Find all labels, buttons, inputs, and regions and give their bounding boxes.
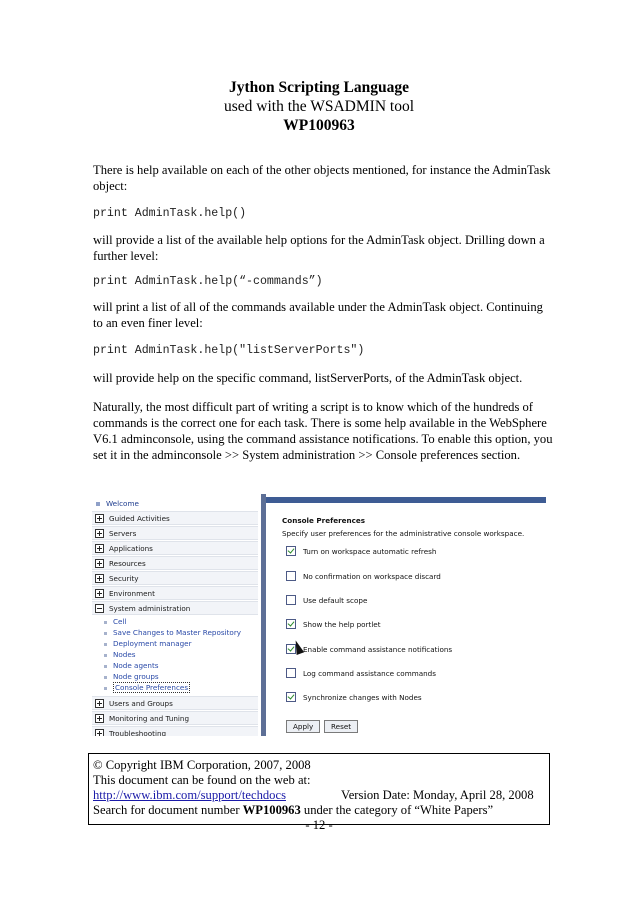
checkbox-checked-icon[interactable] (286, 546, 296, 556)
panel-title: Console Preferences (282, 516, 366, 525)
paragraph-1: There is help available on each of the other objects mentioned, for instance the AdminTask object: (93, 163, 551, 193)
document-id: WP100963 (283, 117, 355, 134)
checkbox-unchecked-icon[interactable] (286, 668, 296, 678)
expand-icon (95, 729, 104, 737)
expand-icon (95, 589, 104, 598)
nav-sub-deployment-manager[interactable]: Deployment manager (104, 639, 192, 648)
nav-sub-console-preferences[interactable]: Console Preferences (104, 683, 190, 692)
nav-item-users-and-groups[interactable]: Users and Groups (92, 696, 258, 710)
option-help-portlet[interactable]: Show the help portlet (286, 619, 381, 629)
checkbox-checked-icon[interactable] (286, 619, 296, 629)
nav-item-applications[interactable]: Applications (92, 541, 258, 555)
footer-copyright: © Copyright IBM Corporation, 2007, 2008 (93, 758, 311, 772)
option-auto-refresh[interactable]: Turn on workspace automatic refresh (286, 546, 436, 556)
paragraph-2: will provide a list of the available help options for the AdminTask object. Drilling down a further level: (93, 233, 545, 263)
bullet-icon (96, 502, 100, 506)
footer-version-date: Version Date: Monday, April 28, 2008 (341, 788, 534, 802)
code-line-3: print AdminTask.help("listServerPorts") (93, 344, 365, 357)
panel-description: Specify user preferences for the administrative console workspace. (282, 529, 525, 538)
nav-item-guided-activities[interactable]: Guided Activities (92, 511, 258, 525)
nav-welcome[interactable]: Welcome (96, 499, 139, 508)
nav-sub-cell[interactable]: Cell (104, 617, 126, 626)
techdocs-link[interactable]: http://www.ibm.com/support/techdocs (93, 788, 286, 802)
checkbox-unchecked-icon[interactable] (286, 571, 296, 581)
bullet-icon (104, 654, 107, 657)
nav-item-environment[interactable]: Environment (92, 586, 258, 600)
nav-sub-nodes[interactable]: Nodes (104, 650, 136, 659)
nav-item-resources[interactable]: Resources (92, 556, 258, 570)
document-title: Jython Scripting Language (228, 79, 409, 96)
document-subtitle: used with the WSADMIN tool (223, 98, 414, 115)
nav-item-servers[interactable]: Servers (92, 526, 258, 540)
code-line-1: print AdminTask.help() (93, 207, 247, 220)
expand-icon (95, 529, 104, 538)
bullet-icon (104, 643, 107, 646)
panel-title-bar (266, 497, 546, 503)
nav-item-monitoring[interactable]: Monitoring and Tuning (92, 711, 258, 725)
option-command-assistance[interactable]: Enable command assistance notifications (286, 644, 452, 654)
bullet-icon (104, 621, 107, 624)
console-navigation (88, 494, 258, 736)
apply-button[interactable]: Apply (286, 720, 320, 733)
console-preferences-panel (266, 494, 546, 736)
nav-item-troubleshooting[interactable]: Troubleshooting (92, 726, 258, 736)
bullet-icon (104, 632, 107, 635)
document-footer (88, 753, 550, 832)
expand-icon (95, 699, 104, 708)
expand-icon (95, 714, 104, 723)
paragraph-5: Naturally, the most difficult part of writing a script is to know which of the hundreds of commands is the correct one for each task. There is some help available in the WebSphere V6.1 adminconsole, using the command assistance notifications. To enable this option, you set it in the adminconsole >> System administration >> Console preferences section. (93, 400, 553, 462)
footer-found-text: This document can be found on the web at: (93, 773, 311, 787)
collapse-icon (95, 604, 104, 613)
bullet-icon (104, 676, 107, 679)
option-log-commands[interactable]: Log command assistance commands (286, 668, 436, 678)
nav-sub-node-agents[interactable]: Node agents (104, 661, 159, 670)
document-header (0, 78, 638, 135)
option-default-scope[interactable]: Use default scope (286, 595, 367, 605)
expand-icon (95, 574, 104, 583)
nav-sub-node-groups[interactable]: Node groups (104, 672, 159, 681)
nav-item-system-administration[interactable]: System administration (92, 601, 258, 615)
code-line-2: print AdminTask.help(“-commands”) (93, 275, 323, 288)
bullet-icon (104, 687, 107, 690)
option-synchronize-nodes[interactable]: Synchronize changes with Nodes (286, 692, 422, 702)
expand-icon (95, 544, 104, 553)
admin-console-screenshot (88, 494, 546, 736)
footer-search-text: Search for document number WP100963 under the category of “White Papers” (93, 803, 494, 817)
expand-icon (95, 514, 104, 523)
nav-sub-save-changes[interactable]: Save Changes to Master Repository (104, 628, 241, 637)
page-number: - 12 - (305, 818, 333, 832)
checkbox-checked-icon[interactable] (286, 692, 296, 702)
bullet-icon (104, 665, 107, 668)
paragraph-3: will print a list of all of the commands available under the AdminTask object. Continuing to an even finer level: (93, 300, 543, 330)
checkbox-unchecked-icon[interactable] (286, 595, 296, 605)
paragraph-4: will provide help on the specific command, listServerPorts, of the AdminTask object. (93, 371, 523, 385)
option-no-confirmation[interactable]: No confirmation on workspace discard (286, 571, 441, 581)
expand-icon (95, 559, 104, 568)
nav-item-security[interactable]: Security (92, 571, 258, 585)
reset-button[interactable]: Reset (324, 720, 358, 733)
